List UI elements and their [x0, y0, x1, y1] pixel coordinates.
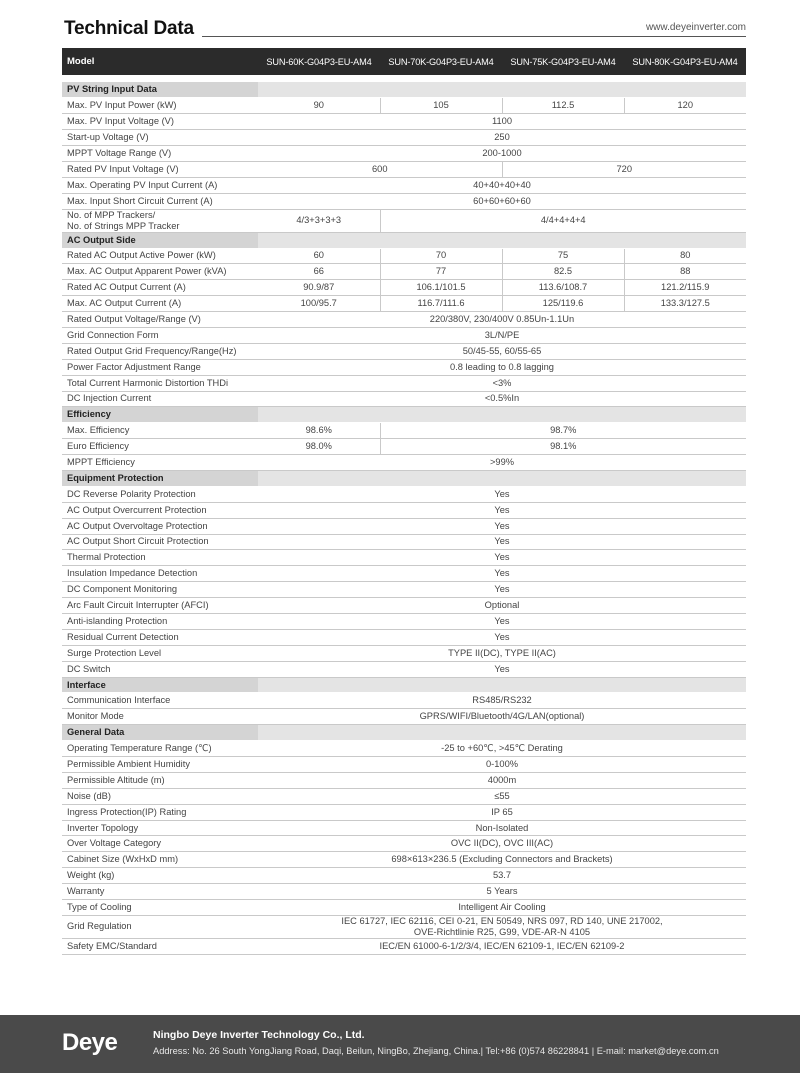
model-name: SUN-70K-G04P3-EU-AM4: [388, 56, 494, 67]
spec-row: [62, 741, 746, 757]
section-title: General Data: [62, 725, 258, 741]
spec-value: RS485/RS232: [258, 693, 746, 709]
spec-row: [62, 177, 746, 193]
spec-value: 200-1000: [258, 146, 746, 162]
spec-value: 4/3+3+3+3: [258, 209, 380, 232]
deye-logo: Deye: [62, 1029, 118, 1056]
spec-value: 113.6/108.7: [502, 280, 624, 296]
spec-row: [62, 645, 746, 661]
spec-value: GPRS/WIFI/Bluetooth/4G/LAN(optional): [258, 709, 746, 725]
spec-label: Max. Efficiency: [62, 423, 258, 439]
spec-value: 70: [380, 248, 502, 264]
spec-row: [62, 757, 746, 773]
section-header: [62, 470, 746, 486]
spec-label: Operating Temperature Range (℃): [62, 741, 258, 757]
spec-row: [62, 161, 746, 177]
spec-label: Max. PV Input Power (kW): [62, 98, 258, 114]
spec-label: Rated Output Voltage/Range (V): [62, 312, 258, 328]
company-name: Ningbo Deye Inverter Technology Co., Ltd.: [153, 1029, 365, 1041]
section-title: Equipment Protection: [62, 470, 258, 486]
spec-row: [62, 661, 746, 677]
spec-value: IEC 61727, IEC 62116, CEI 0-21, EN 50549, NRS 097, RD 140, UNE 217002, OVE-Richtlinie R25, G99, VDE-AR-N 4105: [258, 915, 746, 938]
spec-label: DC Switch: [62, 661, 258, 677]
spec-row: [62, 130, 746, 146]
spec-label: Euro Efficiency: [62, 439, 258, 455]
spec-row: [62, 566, 746, 582]
spec-value: 133.3/127.5: [624, 296, 746, 312]
spec-label: Cabinet Size (WxHxD mm): [62, 852, 258, 868]
spec-label: Inverter Topology: [62, 820, 258, 836]
spec-row: [62, 582, 746, 598]
spec-value: 80: [624, 248, 746, 264]
spec-value: Yes: [258, 566, 746, 582]
spec-row: [62, 772, 746, 788]
spec-value: 90: [258, 98, 380, 114]
spec-value: 0.8 leading to 0.8 lagging: [258, 359, 746, 375]
spec-value: 82.5: [502, 264, 624, 280]
spec-label: Grid Connection Form: [62, 327, 258, 343]
spec-value: 5 Years: [258, 884, 746, 900]
spec-row: [62, 296, 746, 312]
spec-value: 50/45-55, 60/55-65: [258, 343, 746, 359]
spec-row: [62, 264, 746, 280]
spec-value: 40+40+40+40: [258, 177, 746, 193]
spec-row: [62, 629, 746, 645]
spec-row: [62, 209, 746, 232]
spec-row: [62, 915, 746, 938]
spec-value: Optional: [258, 598, 746, 614]
spec-value: 98.1%: [380, 439, 746, 455]
spec-table: [62, 82, 746, 955]
spec-label: Total Current Harmonic Distortion THDi: [62, 375, 258, 391]
spec-label: Communication Interface: [62, 693, 258, 709]
spec-label: DC Injection Current: [62, 391, 258, 407]
section-fill: [258, 470, 746, 486]
model-label: Model: [67, 56, 95, 67]
spec-value: 3L/N/PE: [258, 327, 746, 343]
spec-label: Rated Output Grid Frequency/Range(Hz): [62, 343, 258, 359]
spec-value: 220/380V, 230/400V 0.85Un-1.1Un: [258, 312, 746, 328]
spec-value: 112.5: [502, 98, 624, 114]
spec-value: Non-Isolated: [258, 820, 746, 836]
spec-value: 60: [258, 248, 380, 264]
spec-value: <3%: [258, 375, 746, 391]
section-title: AC Output Side: [62, 232, 258, 248]
spec-row: [62, 343, 746, 359]
spec-label: Thermal Protection: [62, 550, 258, 566]
spec-label: Weight (kg): [62, 868, 258, 884]
title-rule: [202, 36, 746, 37]
spec-label: Monitor Mode: [62, 709, 258, 725]
spec-row: [62, 788, 746, 804]
spec-row: [62, 598, 746, 614]
spec-row: [62, 423, 746, 439]
spec-label: Max. Operating PV Input Current (A): [62, 177, 258, 193]
spec-row: [62, 391, 746, 407]
spec-value: 698×613×236.5 (Excluding Connectors and Brackets): [258, 852, 746, 868]
spec-value: ≤55: [258, 788, 746, 804]
spec-value: 1100: [258, 114, 746, 130]
section-title: PV String Input Data: [62, 82, 258, 98]
spec-value: 600: [258, 161, 502, 177]
spec-value: IP 65: [258, 804, 746, 820]
section-header: [62, 677, 746, 693]
page-footer: [0, 1015, 800, 1073]
spec-value: 77: [380, 264, 502, 280]
spec-row: [62, 486, 746, 502]
spec-row: [62, 455, 746, 471]
spec-value: 0-100%: [258, 757, 746, 773]
spec-label: Rated PV Input Voltage (V): [62, 161, 258, 177]
spec-label: Noise (dB): [62, 788, 258, 804]
spec-row: [62, 518, 746, 534]
spec-label: AC Output Overvoltage Protection: [62, 518, 258, 534]
spec-value: 125/119.6: [502, 296, 624, 312]
company-address: Address: No. 26 South YongJiang Road, Daqi, Beilun, NingBo, Zhejiang, China.| Tel:+86 (0)574 86228841 | E-mail: market@deye.com.cn: [153, 1046, 719, 1056]
spec-row: [62, 709, 746, 725]
model-name: SUN-60K-G04P3-EU-AM4: [266, 56, 372, 67]
spec-label: AC Output Short Circuit Protection: [62, 534, 258, 550]
spec-value: 88: [624, 264, 746, 280]
spec-value: Yes: [258, 614, 746, 630]
spec-value: 60+60+60+60: [258, 193, 746, 209]
spec-label: Power Factor Adjustment Range: [62, 359, 258, 375]
spec-value: >99%: [258, 455, 746, 471]
spec-label: Start-up Voltage (V): [62, 130, 258, 146]
spec-value: 75: [502, 248, 624, 264]
spec-row: [62, 280, 746, 296]
spec-label: Rated AC Output Current (A): [62, 280, 258, 296]
website-link[interactable]: www.deyeinverter.com: [645, 22, 746, 33]
spec-row: [62, 375, 746, 391]
spec-label: Safety EMC/Standard: [62, 938, 258, 954]
spec-row: [62, 938, 746, 954]
section-fill: [258, 82, 746, 98]
spec-row: [62, 693, 746, 709]
spec-row: [62, 146, 746, 162]
spec-row: [62, 312, 746, 328]
spec-value: 4000m: [258, 772, 746, 788]
spec-value: OVC II(DC), OVC III(AC): [258, 836, 746, 852]
spec-value: 53.7: [258, 868, 746, 884]
spec-value: Yes: [258, 661, 746, 677]
spec-label: Permissible Ambient Humidity: [62, 757, 258, 773]
spec-value: 100/95.7: [258, 296, 380, 312]
spec-label: DC Reverse Polarity Protection: [62, 486, 258, 502]
spec-value: Yes: [258, 629, 746, 645]
spec-value: 4/4+4+4+4: [380, 209, 746, 232]
spec-row: [62, 248, 746, 264]
spec-value: 120: [624, 98, 746, 114]
spec-value: -25 to +60℃, >45℃ Derating: [258, 741, 746, 757]
spec-label: Warranty: [62, 884, 258, 900]
spec-label: MPPT Efficiency: [62, 455, 258, 471]
section-header: [62, 82, 746, 98]
spec-label: Type of Cooling: [62, 900, 258, 916]
spec-value: 250: [258, 130, 746, 146]
page-header: [64, 16, 746, 44]
spec-value: Yes: [258, 582, 746, 598]
spec-row: [62, 502, 746, 518]
spec-value: Yes: [258, 486, 746, 502]
spec-value: Yes: [258, 518, 746, 534]
spec-label: Insulation Impedance Detection: [62, 566, 258, 582]
spec-value: 98.7%: [380, 423, 746, 439]
spec-label: Anti-islanding Protection: [62, 614, 258, 630]
spec-row: [62, 804, 746, 820]
spec-value: 116.7/111.6: [380, 296, 502, 312]
spec-label: Arc Fault Circuit Interrupter (AFCI): [62, 598, 258, 614]
section-fill: [258, 232, 746, 248]
spec-row: [62, 359, 746, 375]
spec-value: 105: [380, 98, 502, 114]
spec-row: [62, 820, 746, 836]
spec-label: Residual Current Detection: [62, 629, 258, 645]
section-fill: [258, 677, 746, 693]
spec-row: [62, 852, 746, 868]
spec-value: 98.0%: [258, 439, 380, 455]
spec-row: [62, 439, 746, 455]
model-name: SUN-80K-G04P3-EU-AM4: [632, 56, 738, 67]
spec-label: MPPT Voltage Range (V): [62, 146, 258, 162]
spec-label: Max. PV Input Voltage (V): [62, 114, 258, 130]
spec-row: [62, 534, 746, 550]
page-title: Technical Data: [64, 18, 194, 39]
spec-label: Permissible Altitude (m): [62, 772, 258, 788]
spec-label: DC Component Monitoring: [62, 582, 258, 598]
spec-label: Max. AC Output Apparent Power (kVA): [62, 264, 258, 280]
spec-row: [62, 193, 746, 209]
spec-value: 90.9/87: [258, 280, 380, 296]
spec-value: 121.2/115.9: [624, 280, 746, 296]
spec-row: [62, 98, 746, 114]
section-title: Efficiency: [62, 407, 258, 423]
spec-label: Grid Regulation: [62, 915, 258, 938]
spec-label: Over Voltage Category: [62, 836, 258, 852]
spec-value: 98.6%: [258, 423, 380, 439]
spec-value: Yes: [258, 534, 746, 550]
spec-row: [62, 884, 746, 900]
spec-value: Yes: [258, 502, 746, 518]
spec-value: IEC/EN 61000-6-1/2/3/4, IEC/EN 62109-1, IEC/EN 62109-2: [258, 938, 746, 954]
spec-value: <0.5%In: [258, 391, 746, 407]
spec-row: [62, 836, 746, 852]
spec-label: No. of MPP Trackers/ No. of Strings MPP Tracker: [62, 209, 258, 232]
section-fill: [258, 725, 746, 741]
spec-value: TYPE II(DC), TYPE II(AC): [258, 645, 746, 661]
section-header: [62, 407, 746, 423]
spec-label: Ingress Protection(IP) Rating: [62, 804, 258, 820]
spec-label: Max. Input Short Circuit Current (A): [62, 193, 258, 209]
model-header-bar: [62, 48, 746, 75]
spec-label: AC Output Overcurrent Protection: [62, 502, 258, 518]
spec-label: Surge Protection Level: [62, 645, 258, 661]
section-header: [62, 232, 746, 248]
section-header: [62, 725, 746, 741]
spec-row: [62, 114, 746, 130]
spec-value: 106.1/101.5: [380, 280, 502, 296]
spec-label: Rated AC Output Active Power (kW): [62, 248, 258, 264]
spec-value: Yes: [258, 550, 746, 566]
spec-row: [62, 614, 746, 630]
spec-value: 720: [502, 161, 746, 177]
spec-label: Max. AC Output Current (A): [62, 296, 258, 312]
spec-value: Intelligent Air Cooling: [258, 900, 746, 916]
spec-row: [62, 327, 746, 343]
section-title: Interface: [62, 677, 258, 693]
spec-value: 66: [258, 264, 380, 280]
section-fill: [258, 407, 746, 423]
spec-row: [62, 550, 746, 566]
spec-row: [62, 900, 746, 916]
model-name: SUN-75K-G04P3-EU-AM4: [510, 56, 616, 67]
spec-row: [62, 868, 746, 884]
